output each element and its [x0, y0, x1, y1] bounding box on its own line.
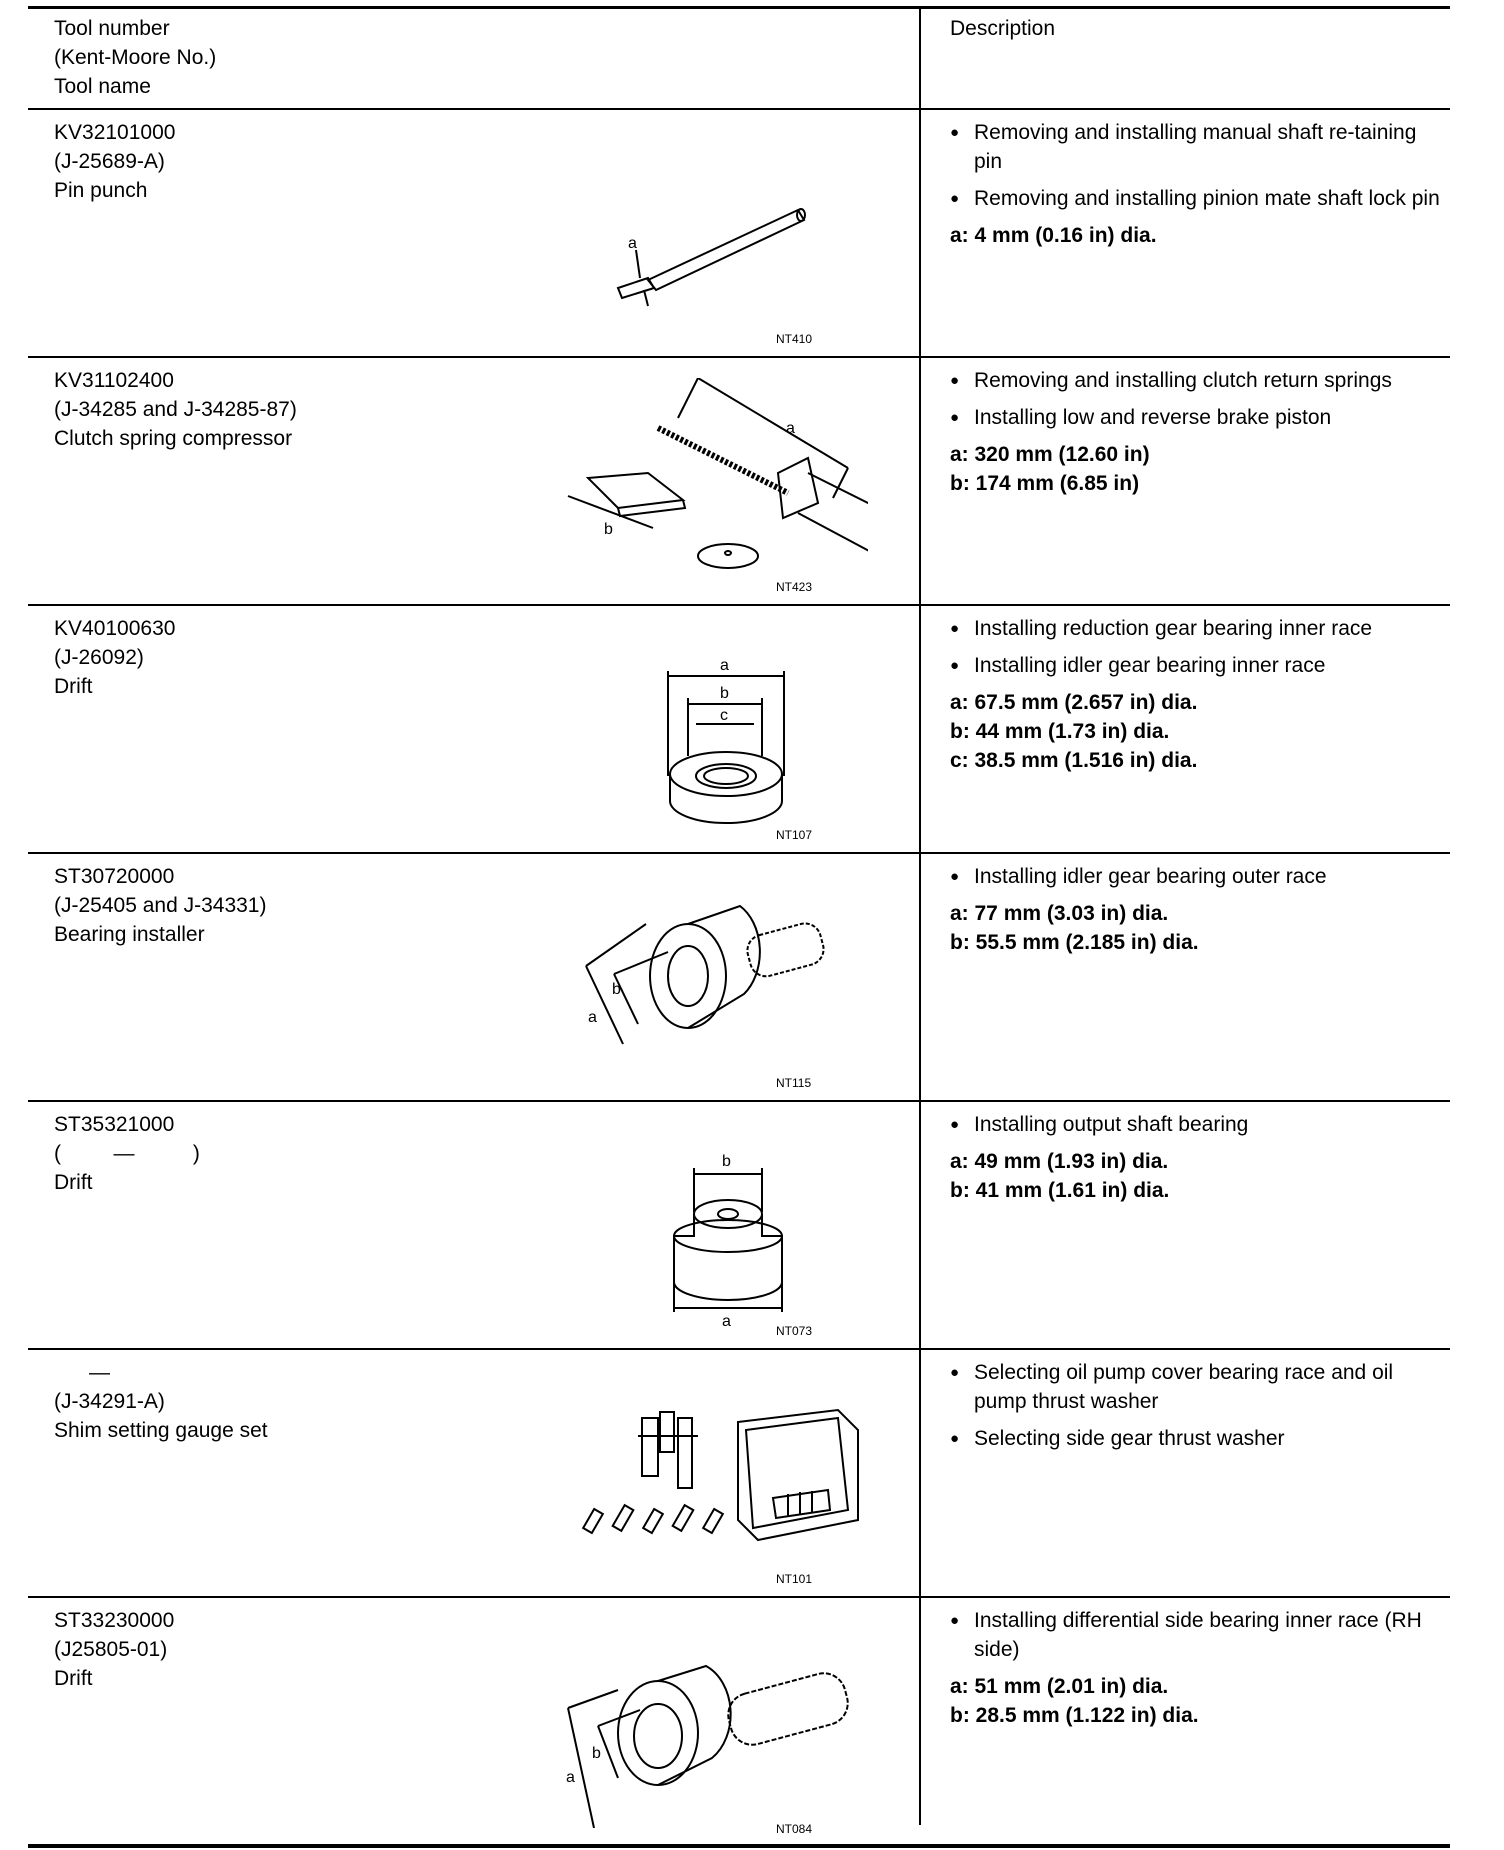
- tool-info: [54, 118, 175, 205]
- dimension-spec: a: 320 mm (12.60 in): [950, 443, 1150, 466]
- table-row: [28, 110, 1450, 358]
- usage-item: ● Installing differential side bearing inner race (RH side): [950, 1606, 1445, 1664]
- tool-description: [950, 1110, 1445, 1205]
- tool-name: Clutch spring compressor: [54, 427, 293, 450]
- dimension-spec: b: 41 mm (1.61 in) dia.: [950, 1179, 1170, 1202]
- tool-description: [950, 614, 1445, 775]
- kent-moore-number: (J-34285 and J-34285-87): [54, 398, 297, 421]
- figure-label: a: [588, 1009, 597, 1026]
- figure-label: c: [720, 707, 728, 724]
- tool-name: Pin punch: [54, 179, 148, 202]
- tool-info: [54, 1358, 268, 1445]
- figure-code: NT115: [776, 1076, 812, 1090]
- dimension-spec: b: 174 mm (6.85 in): [950, 472, 1140, 495]
- dimension-spec: a: 49 mm (1.93 in) dia.: [950, 1150, 1169, 1173]
- column-divider: [919, 6, 921, 1825]
- tool-number: KV31102400: [54, 369, 174, 392]
- table-row: [28, 1350, 1450, 1598]
- figure-code: NT107: [776, 828, 813, 842]
- figure-label: b: [592, 1745, 601, 1762]
- shim-setting-gauge-set-figure: [548, 1370, 868, 1580]
- tool-info: [54, 1110, 200, 1197]
- tool-info: [54, 366, 297, 453]
- tool-description: [950, 862, 1445, 957]
- tool-info: [54, 614, 175, 701]
- figure-label: b: [720, 685, 729, 702]
- tool-number: —: [54, 1361, 111, 1384]
- figure-code: NT073: [776, 1324, 813, 1338]
- kent-moore-number: (J-25689-A): [54, 150, 165, 173]
- tool-number: KV40100630: [54, 617, 176, 640]
- usage-item: ● Installing idler gear bearing outer race: [950, 862, 1445, 891]
- usage-item: ● Removing and installing clutch return springs: [950, 366, 1445, 395]
- usage-item: ● Installing reduction gear bearing inner race: [950, 614, 1445, 643]
- figure-label: a: [628, 235, 637, 252]
- tool-name: Drift: [54, 675, 93, 698]
- usage-item: ● Removing and installing pinion mate shaft lock pin: [950, 184, 1445, 213]
- figure-code: NT101: [776, 1572, 813, 1586]
- figure-label: b: [604, 521, 613, 538]
- tool-number: ST35321000: [54, 1113, 175, 1136]
- kent-moore-number: (J-34291-A): [54, 1390, 165, 1413]
- table-header-row: [28, 6, 1450, 110]
- figure-code: NT423: [776, 580, 813, 594]
- dimension-spec: a: 77 mm (3.03 in) dia.: [950, 902, 1169, 925]
- drift-figure: [548, 1618, 868, 1828]
- drift-figure: [548, 1122, 868, 1332]
- figure-code: NT410: [776, 332, 813, 346]
- tool-info: [54, 1606, 174, 1693]
- table-row: [28, 854, 1450, 1102]
- tool-info: [54, 862, 266, 949]
- dimension-spec: a: 67.5 mm (2.657 in) dia.: [950, 691, 1198, 714]
- figure-label: a: [722, 1313, 731, 1330]
- dimension-spec: a: 4 mm (0.16 in) dia.: [950, 224, 1157, 247]
- tool-description: [950, 1358, 1445, 1461]
- tool-name: Shim setting gauge set: [54, 1419, 268, 1442]
- kent-moore-number: (J-25405 and J-34331): [54, 894, 267, 917]
- dimension-spec: c: 38.5 mm (1.516 in) dia.: [950, 749, 1198, 772]
- tool-name: Bearing installer: [54, 923, 205, 946]
- figure-code: NT084: [776, 1822, 813, 1836]
- tool-description: [950, 366, 1445, 498]
- table-row: [28, 1598, 1450, 1848]
- tool-description: [950, 118, 1445, 250]
- figure-label: a: [720, 657, 729, 674]
- usage-item: ● Installing output shaft bearing: [950, 1110, 1445, 1139]
- header-tool-line: Tool number: [54, 17, 170, 40]
- usage-item: ● Removing and installing manual shaft re-taining pin: [950, 118, 1445, 176]
- figure-label: b: [722, 1153, 731, 1170]
- dimension-spec: b: 44 mm (1.73 in) dia.: [950, 720, 1170, 743]
- header-tool-column: [54, 14, 216, 101]
- table-row: [28, 358, 1450, 606]
- tool-number: KV32101000: [54, 121, 176, 144]
- figure-label: b: [612, 981, 621, 998]
- usage-item: ● Installing idler gear bearing inner race: [950, 651, 1445, 680]
- usage-item: ● Selecting side gear thrust washer: [950, 1424, 1445, 1453]
- figure-label: a: [566, 1769, 575, 1786]
- header-description: Description: [950, 17, 1056, 40]
- dimension-spec: a: 51 mm (2.01 in) dia.: [950, 1675, 1169, 1698]
- drift-figure: [548, 626, 868, 836]
- clutch-spring-compressor-figure: [548, 378, 868, 588]
- header-tool-line: (Kent-Moore No.): [54, 46, 217, 69]
- tool-description: [950, 1606, 1445, 1730]
- dimension-spec: b: 28.5 mm (1.122 in) dia.: [950, 1704, 1199, 1727]
- kent-moore-number: ( — ): [54, 1142, 200, 1165]
- bearing-installer-figure: [548, 874, 868, 1084]
- dimension-spec: b: 55.5 mm (2.185 in) dia.: [950, 931, 1199, 954]
- tool-number: ST30720000: [54, 865, 175, 888]
- tool-name: Drift: [54, 1171, 93, 1194]
- table-row: [28, 606, 1450, 854]
- kent-moore-number: (J-26092): [54, 646, 144, 669]
- figure-label: a: [786, 420, 795, 437]
- tool-name: Drift: [54, 1667, 93, 1690]
- pin-punch-figure: [548, 130, 868, 340]
- kent-moore-number: (J25805-01): [54, 1638, 168, 1661]
- usage-item: ● Selecting oil pump cover bearing race and oil pump thrust washer: [950, 1358, 1445, 1416]
- table-row: [28, 1102, 1450, 1350]
- tool-number: ST33230000: [54, 1609, 175, 1632]
- usage-item: ● Installing low and reverse brake piston: [950, 403, 1445, 432]
- header-tool-line: Tool name: [54, 75, 151, 98]
